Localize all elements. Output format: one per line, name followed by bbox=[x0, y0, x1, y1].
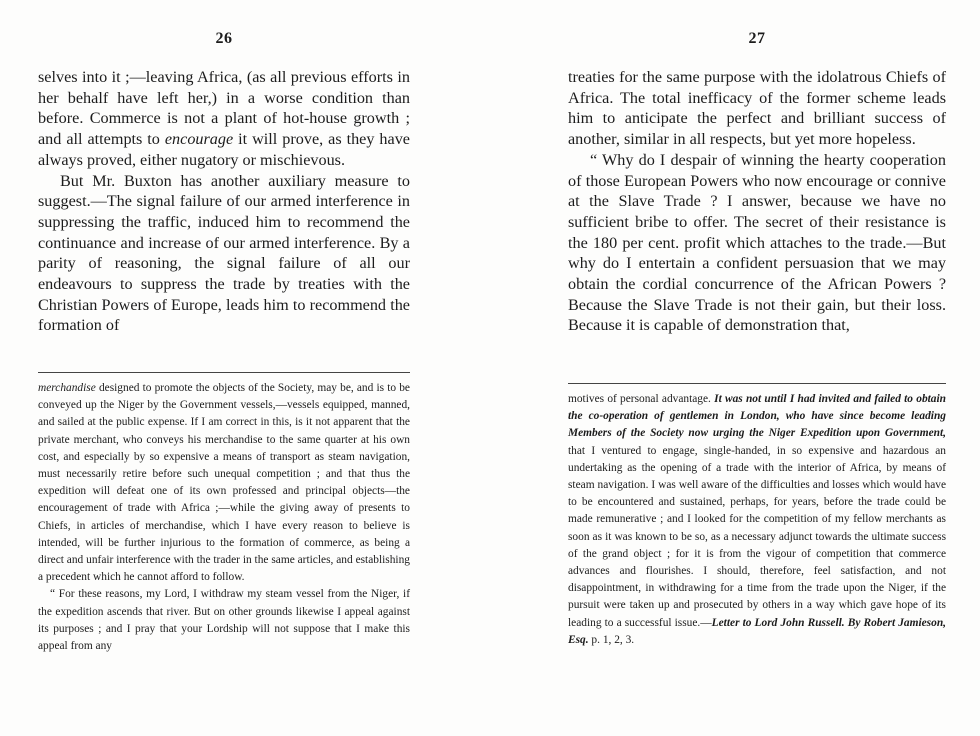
paragraph: But Mr. Buxton has another auxiliary measure to suggest.—The signal failure of our armed interference in suppressing the traffic, induced him to recommend the continuance and increase of our armed interference. By a parity of reasoning, the signal failure of all our endeavours to suppress the trade by treaties with the Christian Powers of Europe, leads him to recommend the formation of bbox=[38, 171, 410, 335]
footnote bbox=[568, 391, 946, 649]
footnote-divider bbox=[38, 372, 410, 373]
main-text bbox=[38, 67, 410, 336]
page-number: 26 bbox=[215, 30, 233, 47]
paragraph: “ Why do I despair of winning the hearty cooperation of those European Powers who now encourage or connive at the Slave Trade ? I answer, because we have no sufficient bribe to offer. The secret of their resistance is the 180 per cent. profit which attaches to the trade.—But why do I entertain a confident persuasion that we may obtain the cordial concurrence of the African Powers ? Because the Slave Trade is not their gain, but their loss. Because it is capable of demonstration that, bbox=[568, 150, 946, 335]
paragraph: treaties for the same purpose with the idolatrous Chiefs of Africa. The total inefficacy of the former scheme leads him to anticipate the perfect and brilliant success of another, similar in all respects, but yet more hopeless. bbox=[568, 68, 946, 149]
footnote-paragraph: “ For these reasons, my Lord, I withdraw my steam vessel from the Niger, if the expedition ascends that river. But on other grounds likewise I appeal against its purposes ; and I pray that your Lordship will not suppose that I make this appeal from any bbox=[38, 588, 410, 653]
footnote-paragraph: merchandise designed to promote the objects of the Society, may be, and is to be conveyed up the Niger by the Government vessels,—vessels equipped, manned, and sailed at the public expense. If I am correct in this, is it not apparent that the private merchant, who conveys his merchandise to the same quarter at his own cost, and especially by so expensive a means of transport as steam navigation, must necessarily retire before such unequal competition ; and that thus the expedition will defeat one of its own professed and principal objects—the encouragement of trade with Africa ;—while the giving away of presents to Chiefs, in articles of merchandise, which I have every reason to believe is intended, will be further injurious to the formation of commerce, as being a direct and unfair interference with the trader in the same articles, and establishing a precedent which he cannot afford to follow. bbox=[38, 382, 410, 584]
footnote-paragraph: motives of personal advantage. It was not until I had invited and failed to obtain the co-operation of gentlemen in London, who have since become leading Members of the Society now urging the Niger Expedition upon Government, that I ventured to engage, single-handed, in so expensive and hazardous an undertaking as the opening of a trade with the interior of Africa, by means of steam navigation. I was well aware of the difficulties and losses which would have to be encountered and sustained, perhaps, for years, before the trade could be made remunerative ; and I looked for the competition of my fellow merchants as soon as it was known to be so, as a necessary adjunct towards the ultimate success of the grand object ; for it is from the vigour of competition that commerce advances and flourishes. I should, therefore, feel satisfaction, and not disappointment, in withdrawing for a time from the trade upon the Niger, if the pursuit were taken up and prosecuted by others in a way which gave hope of its leading to a successful issue.—Letter to Lord John Russell. By Robert Jamieson, Esq. p. 1, 2, 3. bbox=[568, 393, 946, 646]
page-number: 27 bbox=[748, 30, 766, 47]
footnote bbox=[38, 380, 410, 655]
footnote-divider bbox=[568, 383, 946, 384]
main-text bbox=[568, 67, 946, 336]
paragraph: selves into it ;—leaving Africa, (as all previous efforts in her behalf have left her,) in a worse condition than before. Commerce is not a plant of hot-house growth ; and all attempts to encourage it will prove, as they have always proved, either nugatory or mischievous. bbox=[38, 68, 410, 169]
